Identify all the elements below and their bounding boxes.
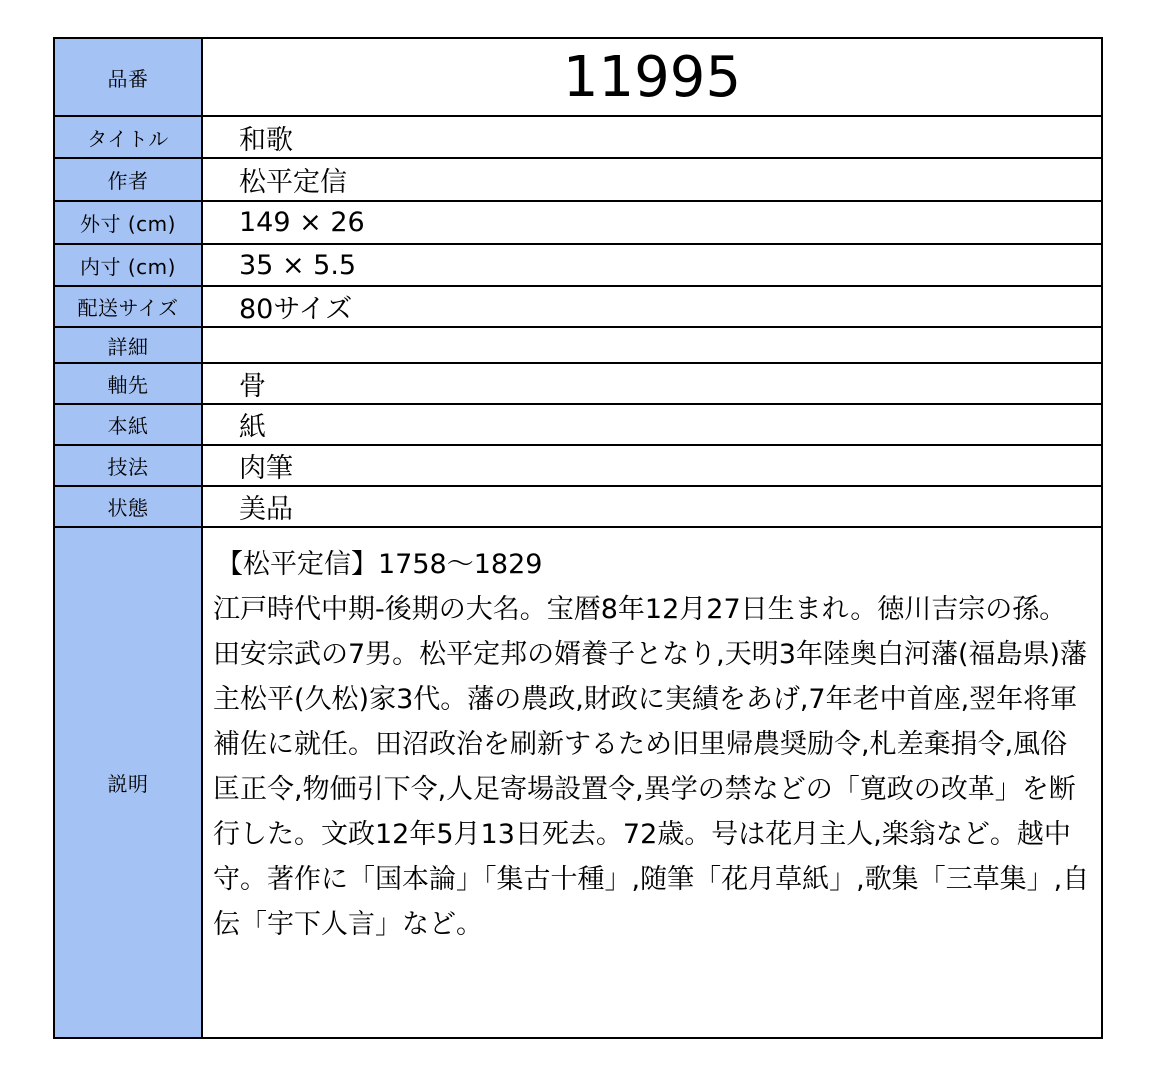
table-row-inner-size (54, 244, 1102, 286)
shipping-size-label: 配送サイズ (54, 286, 202, 327)
author-value: 松平定信 (202, 158, 1102, 201)
roller-end-label: 軸先 (54, 363, 202, 404)
table-row-title (54, 116, 1102, 158)
product-number-label: 品番 (54, 38, 202, 116)
base-material-label: 本紙 (54, 404, 202, 445)
table-row-roller-end (54, 363, 1102, 404)
description-heading: 【松平定信】1758～1829 (216, 549, 543, 580)
table-row-outer-size (54, 201, 1102, 244)
title-label: タイトル (54, 116, 202, 158)
description-body: 江戸時代中期-後期の大名。宝暦8年12月27日生まれ。徳川吉宗の孫。田安宗武の7男。松平定邦の婿養子となり,天明3年陸奥白河藩(福島県)藩主松平(久松)家3代。藩の農政,財政に実績をあげ,7年老中首座,翌年将軍補佐に就任。田沼政治を刷新するため旧里帰農奨励令,札差棄捐令,風俗匡正令,物価引下令,人足寄場設置令,異学の禁などの「寛政の改革」を断行した。文政12年5月13日死去。72歳。号は花月主人,楽翁など。越中守。著作に「国本論」「集古十種」,随筆「花月草紙」,歌集「三草集」,自伝「宇下人言」など。 (213, 594, 1090, 940)
product-spec-table (53, 37, 1103, 1039)
table-row-shipping-size (54, 286, 1102, 327)
table-row-product-number (54, 38, 1102, 116)
table-row-condition (54, 486, 1102, 527)
author-label: 作者 (54, 158, 202, 201)
outer-size-label: 外寸 (cm) (54, 201, 202, 244)
table-row-author (54, 158, 1102, 201)
table-row-base-material (54, 404, 1102, 445)
condition-value: 美品 (202, 486, 1102, 527)
table-row-description (54, 527, 1102, 1038)
base-material-value: 紙 (202, 404, 1102, 445)
technique-label: 技法 (54, 445, 202, 486)
table-row-technique (54, 445, 1102, 486)
inner-size-label: 内寸 (cm) (54, 244, 202, 286)
outer-size-value: 149 × 26 (202, 201, 1102, 244)
shipping-size-value: 80サイズ (202, 286, 1102, 327)
table-row-details (54, 327, 1102, 363)
technique-value: 肉筆 (202, 445, 1102, 486)
title-value: 和歌 (202, 116, 1102, 158)
inner-size-value: 35 × 5.5 (202, 244, 1102, 286)
description-cell (202, 527, 1102, 1038)
details-value (202, 327, 1102, 363)
roller-end-value: 骨 (202, 363, 1102, 404)
condition-label: 状態 (54, 486, 202, 527)
product-number-value: 11995 (202, 38, 1102, 116)
details-label: 詳細 (54, 327, 202, 363)
description-label: 説明 (54, 527, 202, 1038)
